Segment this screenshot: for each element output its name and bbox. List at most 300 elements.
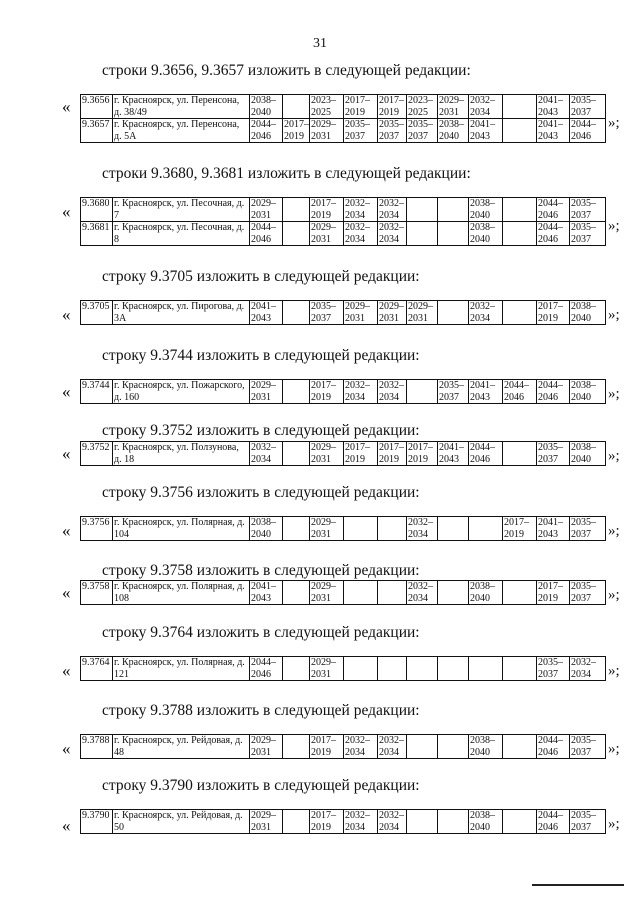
year-range-part: 2032– (379, 810, 404, 821)
year-range-part: 2037 (408, 130, 428, 142)
year-range-part: 2029– (251, 735, 276, 746)
year-range-cell (537, 810, 570, 834)
year-range-cell (250, 301, 283, 325)
year-range-part: 2017– (408, 442, 433, 453)
opening-quote: « (62, 661, 71, 680)
year-range-cell (438, 95, 469, 119)
year-range-cell (344, 301, 378, 325)
table-row (81, 198, 606, 222)
year-range-part: 2041– (439, 442, 464, 453)
year-range-part: 2019 (311, 391, 331, 403)
year-range-cell (438, 810, 469, 834)
year-range-cell (378, 735, 407, 759)
year-range-cell (250, 442, 283, 466)
year-range-part: 2032– (345, 810, 370, 821)
table-row (81, 442, 606, 466)
year-range-part: 2037 (571, 746, 591, 758)
year-range-part: 2040 (470, 821, 490, 833)
year-range-part: 2025 (408, 106, 428, 118)
year-range-part: 2017– (345, 95, 370, 106)
year-range-part: 2046 (470, 453, 490, 465)
year-range-part: 2034 (345, 391, 365, 403)
year-range-cell (570, 222, 606, 246)
page-number: 31 (313, 36, 327, 51)
year-range-cell (438, 301, 469, 325)
year-range-cell (283, 198, 310, 222)
year-range-part: 2037 (345, 130, 365, 142)
amendment-heading: строку 9.3705 изложить в следующей редакции: (102, 268, 420, 285)
address-cell: г. Красноярск, ул. Пирогова, д. 3А (113, 301, 250, 325)
year-range-cell (570, 95, 606, 119)
amendment-heading: строки 9.3656, 9.3657 изложить в следующей редакции: (102, 62, 471, 79)
table-row (81, 222, 606, 246)
year-range-part: 2031 (408, 312, 428, 324)
year-range-part: 2040 (571, 391, 591, 403)
year-range-cell (469, 442, 503, 466)
address-cell: г. Красноярск, ул. Полярная, д. 108 (113, 581, 250, 605)
address-cell: г. Красноярск, ул. Полярная, д. 104 (113, 517, 250, 541)
year-range-part: 2017– (345, 442, 370, 453)
address-cell: г. Красноярск, ул. Ползунова, д. 18 (113, 442, 250, 466)
year-range-cell (378, 222, 407, 246)
year-range-part: 2040 (470, 209, 490, 221)
year-range-part: 2037 (571, 592, 591, 604)
year-range-cell (250, 657, 283, 681)
year-range-part: 2034 (379, 746, 399, 758)
year-range-cell (537, 657, 570, 681)
year-range-cell (378, 657, 407, 681)
year-range-part: 2017– (504, 517, 529, 528)
year-range-cell (537, 95, 570, 119)
address-cell: г. Красноярск, ул. Перенсона, д. 38/49 (113, 95, 250, 119)
year-range-cell (537, 119, 570, 143)
year-range-cell (283, 119, 310, 143)
year-range-cell (469, 810, 503, 834)
address-cell: г. Красноярск, ул. Пожарского, д. 160 (113, 380, 250, 404)
year-range-cell (469, 517, 503, 541)
amendment-heading: строку 9.3764 изложить в следующей редакции: (102, 624, 420, 641)
opening-quote: « (62, 444, 71, 463)
year-range-cell (250, 119, 283, 143)
year-range-part: 2038– (251, 95, 276, 106)
year-range-part: 2046 (504, 391, 524, 403)
year-range-part: 2019 (311, 821, 331, 833)
year-range-part: 2038– (571, 380, 596, 391)
year-range-part: 2046 (538, 821, 558, 833)
amendment-heading: строку 9.3744 изложить в следующей редакции: (102, 347, 420, 364)
year-range-part: 2043 (251, 592, 271, 604)
year-range-part: 2019 (504, 528, 524, 540)
year-range-part: 2029– (251, 380, 276, 391)
year-range-part: 2031 (311, 453, 331, 465)
year-range-part: 2043 (538, 528, 558, 540)
year-range-cell (407, 735, 438, 759)
year-range-part: 2034 (379, 821, 399, 833)
year-range-part: 2032– (379, 222, 404, 233)
year-range-cell (344, 222, 378, 246)
year-range-part: 2017– (379, 95, 404, 106)
row-number-cell: 9.3744 (81, 380, 113, 404)
year-range-part: 2029– (251, 198, 276, 209)
year-range-part: 2029– (311, 222, 336, 233)
year-range-part: 2032– (470, 301, 495, 312)
year-range-part: 2032– (379, 735, 404, 746)
year-range-cell (283, 657, 310, 681)
year-range-part: 2029– (379, 301, 404, 312)
year-range-part: 2043 (470, 391, 490, 403)
year-range-part: 2038– (470, 735, 495, 746)
year-range-cell (537, 735, 570, 759)
year-range-cell (310, 222, 344, 246)
year-range-part: 2019 (345, 453, 365, 465)
year-range-cell (250, 517, 283, 541)
amendment-heading: строку 9.3758 изложить в следующей редакции: (102, 562, 420, 579)
year-range-cell (537, 581, 570, 605)
year-range-cell (570, 581, 606, 605)
address-cell: г. Красноярск, ул. Песочная, д. 8 (113, 222, 250, 246)
year-range-part: 2029– (439, 95, 464, 106)
amendment-heading: строку 9.3788 изложить в следующей редакции: (102, 702, 420, 719)
year-range-cell (469, 198, 503, 222)
year-range-part: 2046 (538, 233, 558, 245)
closing-quote: »; (608, 663, 620, 679)
year-range-cell (503, 810, 537, 834)
year-range-part: 2041– (251, 301, 276, 312)
year-range-cell (310, 380, 344, 404)
year-range-part: 2035– (571, 517, 596, 528)
year-range-part: 2038– (571, 442, 596, 453)
amendment-table (80, 197, 606, 246)
year-range-cell (310, 657, 344, 681)
year-range-part: 2031 (311, 592, 331, 604)
year-range-cell (570, 810, 606, 834)
year-range-cell (283, 810, 310, 834)
year-range-part: 2038– (251, 517, 276, 528)
opening-quote: « (62, 816, 71, 835)
year-range-part: 2017– (538, 301, 563, 312)
year-range-cell (438, 517, 469, 541)
year-range-part: 2031 (251, 746, 271, 758)
year-range-part: 2019 (538, 312, 558, 324)
year-range-part: 2040 (439, 130, 459, 142)
year-range-part: 2017– (538, 581, 563, 592)
year-range-cell (310, 581, 344, 605)
year-range-part: 2029– (311, 119, 336, 130)
year-range-cell (283, 380, 310, 404)
year-range-cell (438, 442, 469, 466)
year-range-part: 2034 (251, 453, 271, 465)
amendment-table (80, 379, 606, 404)
year-range-part: 2019 (379, 106, 399, 118)
year-range-part: 2037 (571, 233, 591, 245)
year-range-part: 2037 (538, 668, 558, 680)
year-range-cell (503, 380, 537, 404)
year-range-part: 2029– (311, 442, 336, 453)
year-range-part: 2035– (571, 222, 596, 233)
year-range-part: 2035– (571, 581, 596, 592)
row-number-cell: 9.3752 (81, 442, 113, 466)
year-range-part: 2037 (571, 821, 591, 833)
year-range-cell (438, 581, 469, 605)
year-range-cell (503, 301, 537, 325)
year-range-part: 2035– (538, 442, 563, 453)
year-range-part: 2029– (311, 581, 336, 592)
year-range-cell (469, 301, 503, 325)
year-range-part: 2031 (439, 106, 459, 118)
year-range-cell (283, 581, 310, 605)
year-range-cell (570, 301, 606, 325)
year-range-part: 2032– (379, 198, 404, 209)
year-range-part: 2034 (408, 528, 428, 540)
year-range-part: 2031 (311, 130, 331, 142)
year-range-part: 2040 (470, 233, 490, 245)
year-range-part: 2034 (345, 821, 365, 833)
year-range-cell (283, 517, 310, 541)
closing-quote: »; (608, 523, 620, 539)
year-range-part: 2037 (571, 106, 591, 118)
row-number-cell: 9.3790 (81, 810, 113, 834)
year-range-part: 2038– (439, 119, 464, 130)
year-range-part: 2046 (538, 209, 558, 221)
year-range-part: 2035– (538, 657, 563, 668)
year-range-cell (503, 95, 537, 119)
year-range-cell (310, 517, 344, 541)
year-range-part: 2017– (311, 810, 336, 821)
footer-rule (532, 884, 624, 886)
year-range-cell (503, 222, 537, 246)
table-row (81, 581, 606, 605)
year-range-part: 2044– (538, 198, 563, 209)
year-range-part: 2040 (251, 106, 271, 118)
year-range-cell (344, 735, 378, 759)
amendment-heading: строку 9.3752 изложить в следующей редакции: (102, 422, 420, 439)
year-range-cell (378, 380, 407, 404)
year-range-part: 2044– (251, 657, 276, 668)
year-range-part: 2017– (311, 198, 336, 209)
row-number-cell: 9.3656 (81, 95, 113, 119)
year-range-part: 2032– (571, 657, 596, 668)
year-range-cell (344, 198, 378, 222)
year-range-part: 2017– (311, 380, 336, 391)
year-range-cell (310, 735, 344, 759)
year-range-part: 2029– (311, 517, 336, 528)
year-range-cell (570, 735, 606, 759)
year-range-cell (407, 657, 438, 681)
year-range-part: 2038– (470, 198, 495, 209)
closing-quote: »; (608, 115, 620, 131)
year-range-cell (344, 581, 378, 605)
year-range-cell (407, 517, 438, 541)
year-range-part: 2041– (538, 119, 563, 130)
year-range-part: 2017– (284, 119, 309, 130)
year-range-cell (570, 657, 606, 681)
year-range-cell (407, 198, 438, 222)
year-range-part: 2032– (345, 198, 370, 209)
year-range-part: 2046 (251, 668, 271, 680)
year-range-part: 2034 (571, 668, 591, 680)
year-range-part: 2035– (408, 119, 433, 130)
year-range-part: 2019 (311, 209, 331, 221)
year-range-cell (469, 657, 503, 681)
year-range-part: 2041– (251, 581, 276, 592)
year-range-cell (407, 810, 438, 834)
year-range-part: 2019 (311, 746, 331, 758)
year-range-part: 2035– (571, 735, 596, 746)
amendment-table (80, 300, 606, 325)
year-range-cell (283, 442, 310, 466)
table-row (81, 380, 606, 404)
year-range-cell (503, 442, 537, 466)
year-range-part: 2031 (311, 233, 331, 245)
year-range-cell (537, 517, 570, 541)
year-range-part: 2041– (470, 380, 495, 391)
amendment-table (80, 734, 606, 759)
opening-quote: « (62, 97, 71, 116)
year-range-part: 2034 (379, 209, 399, 221)
year-range-cell (407, 222, 438, 246)
year-range-part: 2044– (538, 810, 563, 821)
year-range-part: 2031 (311, 528, 331, 540)
year-range-cell (469, 581, 503, 605)
year-range-cell (378, 119, 407, 143)
row-number-cell: 9.3788 (81, 735, 113, 759)
amendment-table (80, 441, 606, 466)
year-range-cell (469, 735, 503, 759)
year-range-part: 2019 (345, 106, 365, 118)
year-range-cell (250, 581, 283, 605)
table-row (81, 95, 606, 119)
year-range-cell (537, 222, 570, 246)
year-range-cell (310, 442, 344, 466)
year-range-cell (310, 95, 344, 119)
year-range-part: 2029– (311, 657, 336, 668)
year-range-part: 2029– (251, 810, 276, 821)
year-range-cell (469, 119, 503, 143)
closing-quote: »; (608, 587, 620, 603)
year-range-cell (537, 380, 570, 404)
year-range-cell (438, 380, 469, 404)
year-range-cell (570, 442, 606, 466)
year-range-part: 2044– (538, 735, 563, 746)
amendment-heading: строки 9.3680, 9.3681 изложить в следующей редакции: (102, 165, 471, 182)
year-range-part: 2019 (379, 453, 399, 465)
year-range-part: 2041– (538, 95, 563, 106)
year-range-part: 2032– (345, 735, 370, 746)
year-range-cell (503, 657, 537, 681)
year-range-cell (250, 95, 283, 119)
year-range-cell (310, 810, 344, 834)
address-cell: г. Красноярск, ул. Рейдовая, д. 50 (113, 810, 250, 834)
year-range-cell (250, 735, 283, 759)
year-range-cell (310, 301, 344, 325)
year-range-part: 2044– (251, 119, 276, 130)
table-row (81, 301, 606, 325)
year-range-cell (378, 581, 407, 605)
year-range-cell (469, 95, 503, 119)
table-row (81, 517, 606, 541)
year-range-part: 2032– (408, 517, 433, 528)
year-range-part: 2043 (538, 106, 558, 118)
year-range-cell (570, 119, 606, 143)
year-range-part: 2019 (284, 130, 304, 142)
year-range-part: 2035– (379, 119, 404, 130)
year-range-part: 2037 (538, 453, 558, 465)
year-range-part: 2044– (538, 222, 563, 233)
closing-quote: »; (608, 307, 620, 323)
year-range-part: 2017– (311, 735, 336, 746)
year-range-part: 2032– (345, 380, 370, 391)
year-range-part: 2034 (379, 391, 399, 403)
year-range-cell (407, 95, 438, 119)
year-range-part: 2037 (311, 312, 331, 324)
year-range-cell (344, 657, 378, 681)
year-range-part: 2034 (345, 746, 365, 758)
year-range-part: 2037 (379, 130, 399, 142)
year-range-cell (570, 380, 606, 404)
year-range-cell (503, 198, 537, 222)
row-number-cell: 9.3681 (81, 222, 113, 246)
year-range-cell (344, 95, 378, 119)
year-range-cell (378, 301, 407, 325)
year-range-part: 2035– (345, 119, 370, 130)
year-range-part: 2029– (345, 301, 370, 312)
year-range-part: 2041– (538, 517, 563, 528)
opening-quote: « (62, 739, 71, 758)
closing-quote: »; (608, 741, 620, 757)
year-range-cell (250, 810, 283, 834)
year-range-cell (283, 95, 310, 119)
year-range-cell (344, 810, 378, 834)
year-range-cell (537, 198, 570, 222)
address-cell: г. Красноярск, ул. Полярная, д. 121 (113, 657, 250, 681)
year-range-part: 2044– (571, 119, 596, 130)
year-range-cell (570, 198, 606, 222)
year-range-part: 2035– (571, 95, 596, 106)
opening-quote: « (62, 202, 71, 221)
year-range-part: 2034 (470, 312, 490, 324)
year-range-part: 2019 (408, 453, 428, 465)
year-range-part: 2035– (439, 380, 464, 391)
row-number-cell: 9.3705 (81, 301, 113, 325)
year-range-cell (407, 301, 438, 325)
year-range-part: 2043 (470, 130, 490, 142)
amendment-table (80, 656, 606, 681)
year-range-cell (537, 301, 570, 325)
year-range-part: 2046 (251, 233, 271, 245)
year-range-part: 2038– (470, 810, 495, 821)
amendment-table (80, 580, 606, 605)
year-range-cell (503, 735, 537, 759)
year-range-cell (344, 380, 378, 404)
year-range-part: 2019 (538, 592, 558, 604)
year-range-part: 2044– (538, 380, 563, 391)
closing-quote: »; (608, 386, 620, 402)
year-range-part: 2040 (251, 528, 271, 540)
amendment-table (80, 809, 606, 834)
year-range-cell (438, 657, 469, 681)
amendment-table (80, 94, 606, 143)
year-range-part: 2040 (470, 592, 490, 604)
year-range-part: 2032– (379, 380, 404, 391)
year-range-part: 2031 (251, 209, 271, 221)
year-range-cell (407, 119, 438, 143)
closing-quote: »; (608, 816, 620, 832)
year-range-part: 2038– (571, 301, 596, 312)
year-range-part: 2037 (571, 528, 591, 540)
year-range-part: 2023– (408, 95, 433, 106)
amendment-heading: строку 9.3756 изложить в следующей редакции: (102, 484, 420, 501)
opening-quote: « (62, 305, 71, 324)
